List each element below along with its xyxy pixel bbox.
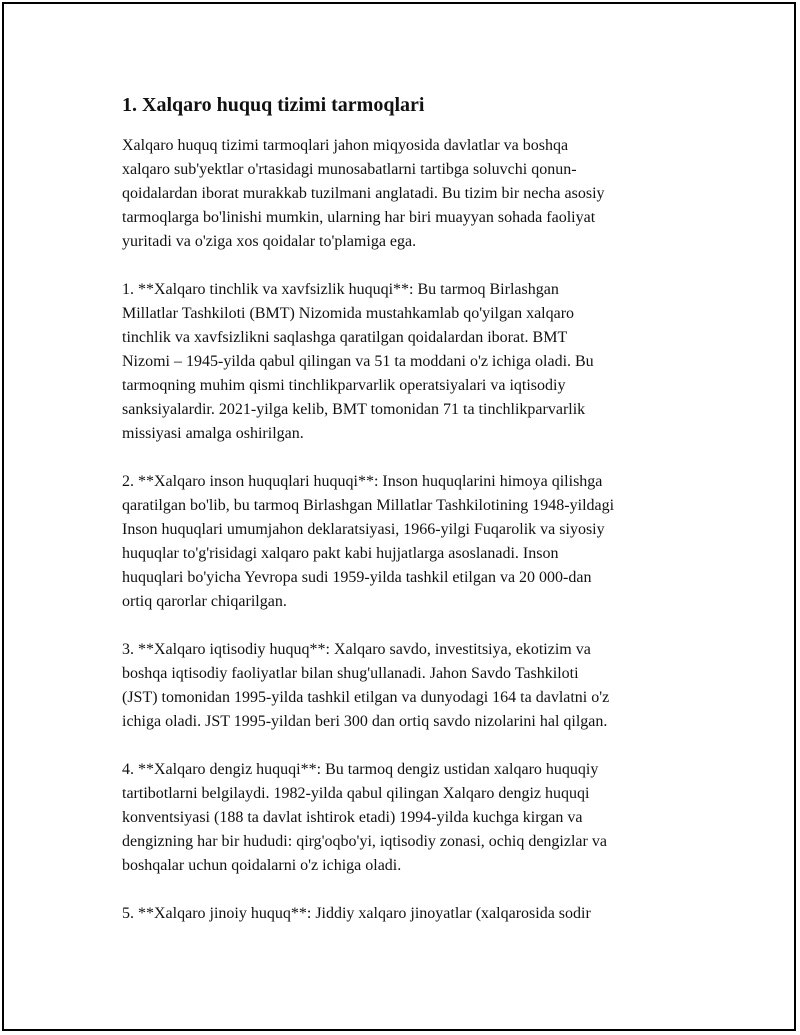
paragraph-line: huquqlari bo'yicha Yevropa sudi 1959-yilda tashkil etilgan va 20 000-dan [122,569,592,586]
page-title: 1. Xalqaro huquq tizimi tarmoqlari [122,94,425,116]
paragraph-line: boshqalar uchun qoidalarni o'z ichiga oladi. [122,857,402,874]
paragraph-line: 1. **Xalqaro tinchlik va xavfsizlik huquqi**: Bu tarmoq Birlashgan [122,281,559,298]
paragraph-line: 5. **Xalqaro jinoiy huquq**: Jiddiy xalqaro jinoyatlar (xalqarosida sodir [122,905,591,922]
paragraph-line: yuritadi va o'ziga xos qoidalar to'plamiga ega. [122,233,417,250]
paragraph-line: qaratilgan bo'lib, bu tarmoq Birlashgan Millatlar Tashkilotining 1948-yildagi [122,497,615,514]
paragraph-line: qoidalardan iborat murakkab tuzilmani anglatadi. Bu tizim bir necha asosiy [122,185,605,202]
paragraph-line: tarmoqning muhim qismi tinchlikparvarlik operatsiyalari va iqtisodiy [122,377,566,394]
paragraph-line: ortiq qarorlar chiqarilgan. [122,593,287,610]
paragraph-line: ichiga oladi. JST 1995-yildan beri 300 dan ortiq savdo nizolarini hal qilgan. [122,713,608,730]
page-frame [2,2,796,1031]
paragraph-line: sanksiyalardir. 2021-yilga kelib, BMT tomonidan 71 ta tinchlikparvarlik [122,401,586,418]
document-body [122,92,682,950]
paragraph-line: (JST) tomonidan 1995-yilda tashkil etilgan va dunyodagi 164 ta davlatni o'z [122,689,610,706]
section-maritime-law [122,758,682,878]
paragraph-line: tinchlik va xavfsizlikni saqlashga qaratilgan qoidalardan iborat. BMT [122,329,568,346]
section-peace-security [122,278,682,446]
paragraph-line: Inson huquqlari umumjahon deklaratsiyasi, 1966-yilgi Fuqarolik va siyosiy [122,521,605,538]
paragraph-line: boshqa iqtisodiy faoliyatlar bilan shug'ullanadi. Jahon Savdo Tashkiloti [122,665,579,682]
paragraph-line: missiyasi amalga oshirilgan. [122,425,304,442]
paragraph-line: Xalqaro huquq tizimi tarmoqlari jahon miqyosida davlatlar va boshqa [122,137,569,154]
paragraph-line: xalqaro sub'yektlar o'rtasidagi munosabatlarni tartibga soluvchi qonun- [122,161,577,178]
paragraph-line: 2. **Xalqaro inson huquqlari huquqi**: Inson huquqlarini himoya qilishga [122,473,603,490]
section-criminal-law [122,902,682,926]
section-economic-law [122,638,682,734]
paragraph-line: konventsiyasi (188 ta davlat ishtirok etadi) 1994-yilda kuchga kirgan va [122,809,583,826]
section-human-rights [122,470,682,614]
paragraph-line: tartibotlarni belgilaydi. 1982-yilda qabul qilingan Xalqaro dengiz huquqi [122,785,590,802]
paragraph-line: huquqlar to'g'risidagi xalqaro pakt kabi hujjatlarga asoslanadi. Inson [122,545,559,562]
paragraph-line: Millatlar Tashkiloti (BMT) Nizomida mustahkamlab qo'yilgan xalqaro [122,305,575,322]
paragraph-line: Nizomi – 1945-yilda qabul qilingan va 51 ta moddani o'z ichiga oladi. Bu [122,353,594,370]
paragraph-line: tarmoqlarga bo'linishi mumkin, ularning har biri muayyan sohada faoliyat [122,209,596,226]
paragraph-line: dengizning har bir hududi: qirg'oqbo'yi, iqtisodiy zonasi, ochiq dengizlar va [122,833,607,850]
intro-paragraph [122,134,682,254]
paragraph-line: 4. **Xalqaro dengiz huquqi**: Bu tarmoq dengiz ustidan xalqaro huquqiy [122,761,599,778]
paragraph-line: 3. **Xalqaro iqtisodiy huquq**: Xalqaro savdo, investitsiya, ekotizim va [122,641,591,658]
